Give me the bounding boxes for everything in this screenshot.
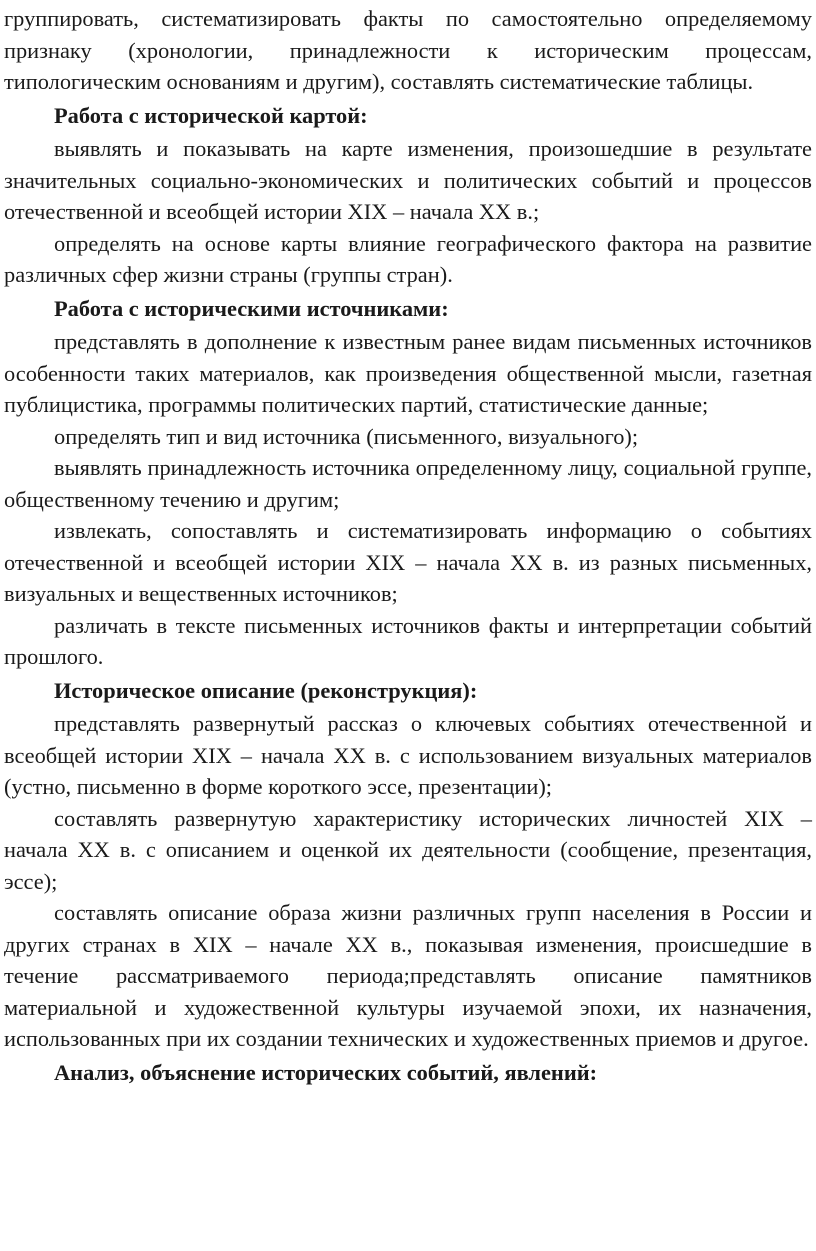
paragraph-description-lifestyle: составлять описание образа жизни различных групп населения в России и других странах в XIX – начале XX в., показывая изменения, происшедшие в течение рассматриваемого периода;представлять описание памятников материальной и художественной культуры изучаемой эпохи, их назначения, использованных при их создании технических и художественных приемов и другое. xyxy=(4,900,812,1051)
heading-analysis: Анализ, объяснение исторических событий, явлений: xyxy=(54,1059,598,1085)
heading-historical-sources: Работа с историческими источниками: xyxy=(54,295,449,321)
paragraph-source-extract: извлекать, сопоставлять и систематизировать информацию о событиях отечественной и всеобщей истории XIX – начала XX в. из разных письменных, визуальных и вещественных источников; xyxy=(4,518,812,606)
paragraph-map-geography: определять на основе карты влияние географического фактора на развитие различных сфер жизни страны (группы стран). xyxy=(4,230,812,287)
paragraph-description-personalities: составлять развернутую характеристику исторических личностей XIX – начала XX в. с описанием и оценкой их деятельности (сообщение, презентация, эссе); xyxy=(4,805,812,894)
paragraph-source-kind: определять тип и вид источника (письменного, визуального); xyxy=(54,423,639,449)
paragraph-source-types: представлять в дополнение к известным ранее видам письменных источников особенности таких материалов, как произведения общественной мысли, газетная публицистика, программы политических партий, статистические данные; xyxy=(4,329,812,417)
heading-historical-description: Историческое описание (реконструкция): xyxy=(54,677,478,703)
paragraph-source-ownership: выявлять принадлежность источника определенному лицу, социальной группе, общественному течению и другим; xyxy=(4,455,812,512)
paragraph-description-story: представлять развернутый рассказ о ключевых событиях отечественной и всеобщей истории XIX – начала XX в. с использованием визуальных материалов (устно, письменно в форме короткого эссе, презентации); xyxy=(4,711,812,799)
paragraph-source-facts: различать в тексте письменных источников факты и интерпретации событий прошлого. xyxy=(4,612,812,669)
paragraph-map-changes: выявлять и показывать на карте изменения, произошедшие в результате значительных социально-экономических и политических событий и процессов отечественной и всеобщей истории XIX – начала XX в.; xyxy=(4,136,812,224)
paragraph-grouping-facts: группировать, систематизировать факты по самостоятельно определяемому признаку (хронологии, принадлежности к историческим процессам, типологическим основаниям и другим), составлять систематические таблицы. xyxy=(4,6,812,94)
heading-historical-map: Работа с исторической картой: xyxy=(54,102,368,128)
